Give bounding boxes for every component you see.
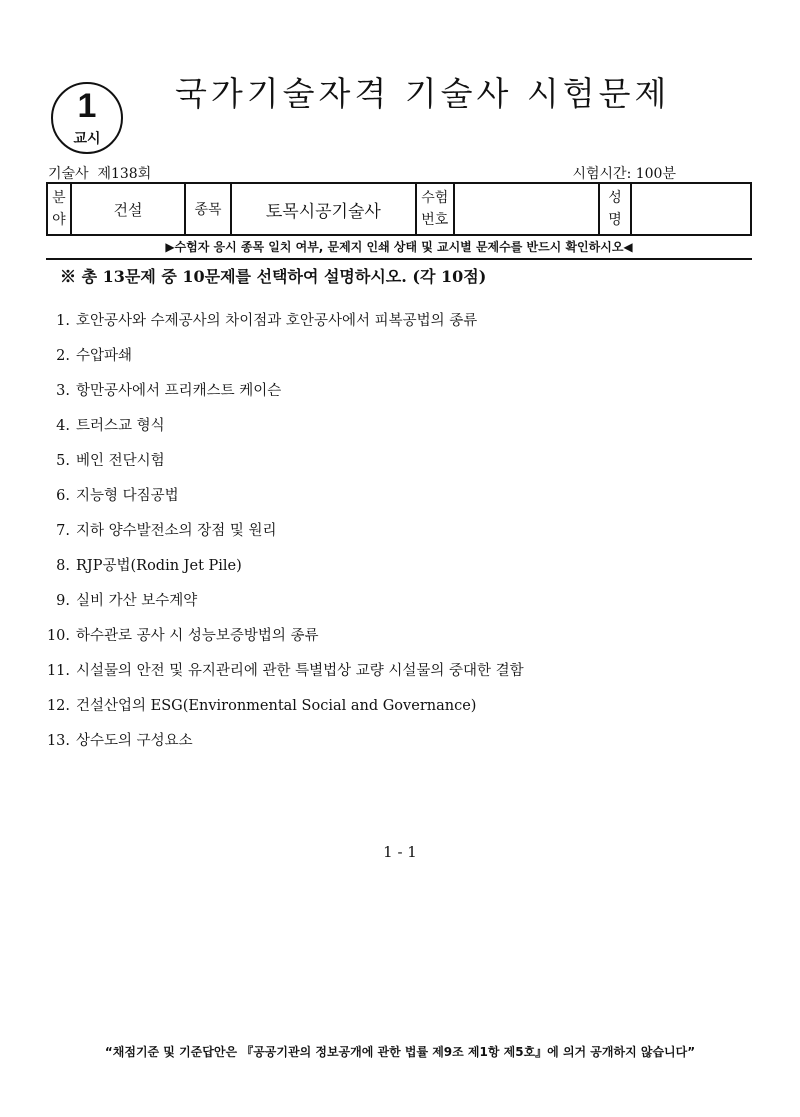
category-label: 종목	[185, 183, 231, 235]
question-item	[38, 689, 524, 724]
question-text: 하수관로 공사 시 성능보증방법의 종류	[76, 628, 319, 644]
notice-banner: ▶수험자 응시 종목 일치 여부, 문제지 인쇄 상태 및 교시별 문제수를 반드시 확인하시오◀	[46, 237, 752, 260]
field-value: 건설	[71, 183, 185, 235]
question-number: 10.	[46, 628, 70, 644]
question-text: 수압파쇄	[76, 348, 133, 364]
session-badge	[51, 82, 123, 154]
category-value: 토목시공기술사	[231, 183, 416, 235]
question-number: 11.	[46, 663, 70, 679]
page-title: 국가기술자격 기술사 시험문제	[175, 74, 671, 113]
session-label: 교시	[73, 131, 101, 147]
question-text: 항만공사에서 프리캐스트 케이슨	[76, 383, 282, 399]
question-number: 1.	[56, 313, 70, 329]
field-label: 분 야	[47, 183, 71, 235]
question-text: 트러스교 형식	[76, 418, 165, 434]
question-text: RJP공법(Rodin Jet Pile)	[76, 558, 242, 574]
exam-no-field[interactable]	[454, 183, 600, 235]
question-item	[38, 549, 524, 584]
exam-no-label: 수험 번호	[416, 183, 454, 235]
instruction-text: ※ 총 13문제 중 10문제를 선택하여 설명하시오. (각 10점)	[60, 267, 487, 286]
question-item	[38, 304, 524, 339]
session-number: 1	[77, 87, 97, 125]
question-number: 12.	[46, 698, 70, 714]
question-item	[38, 584, 524, 619]
question-text: 상수도의 구성요소	[76, 733, 193, 749]
question-number: 6.	[56, 488, 70, 504]
question-number: 2.	[56, 348, 70, 364]
page-number: 1 - 1	[383, 843, 417, 861]
question-number: 3.	[56, 383, 70, 399]
question-text: 베인 전단시험	[76, 453, 165, 469]
name-label: 성 명	[599, 183, 631, 235]
question-item	[38, 479, 524, 514]
question-number: 9.	[56, 593, 70, 609]
question-text: 건설산업의 ESG(Environmental Social and Governance)	[76, 698, 477, 714]
question-item	[38, 514, 524, 549]
exam-info-table	[46, 182, 752, 236]
question-text: 시설물의 안전 및 유지관리에 관한 특별법상 교량 시설물의 중대한 결함	[76, 663, 524, 679]
exam-time: 시험시간: 100분	[572, 166, 676, 182]
question-item	[38, 374, 524, 409]
question-text: 실비 가산 보수계약	[76, 593, 198, 609]
question-item	[38, 724, 524, 759]
question-text: 지하 양수발전소의 장점 및 원리	[76, 523, 277, 539]
name-field[interactable]	[631, 183, 751, 235]
question-item	[38, 619, 524, 654]
question-text: 호안공사와 수제공사의 차이점과 호안공사에서 피복공법의 종류	[76, 313, 478, 329]
question-number: 4.	[56, 418, 70, 434]
question-number: 7.	[56, 523, 70, 539]
question-number: 5.	[56, 453, 70, 469]
footer-note: “채점기준 및 기준답안은 『공공기관의 정보공개에 관한 법률 제9조 제1항 제5호』에 의거 공개하지 않습니다”	[104, 1045, 696, 1059]
question-number: 13.	[46, 733, 70, 749]
question-item	[38, 409, 524, 444]
question-item	[38, 654, 524, 689]
exam-type-round: 기술사 제138회	[48, 166, 152, 182]
question-list	[38, 304, 524, 759]
question-item	[38, 339, 524, 374]
question-item	[38, 444, 524, 479]
question-text: 지능형 다짐공법	[76, 488, 179, 504]
question-number: 8.	[56, 558, 70, 574]
